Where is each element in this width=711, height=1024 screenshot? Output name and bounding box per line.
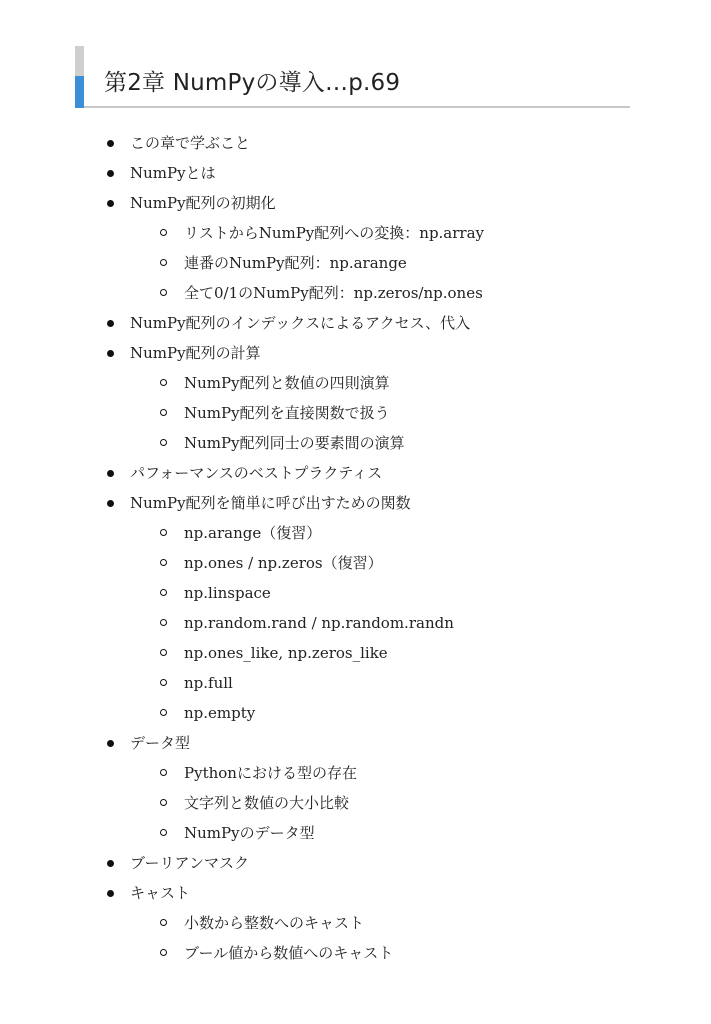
list-item — [0, 728, 711, 758]
list-item-text: 連番のNumPy配列：np.arange — [184, 254, 407, 272]
list-item — [0, 188, 711, 218]
bullet-circle-icon — [160, 829, 167, 836]
list-item — [0, 878, 711, 908]
list-item-text: この章で学ぶこと — [130, 134, 251, 152]
sub-list-item — [0, 758, 711, 788]
bullet-dot-icon — [107, 860, 114, 867]
list-item-text: NumPy配列と数値の四則演算 — [184, 374, 390, 392]
chapter-heading — [75, 46, 630, 108]
list-item-text: np.full — [184, 674, 233, 692]
list-item-text: パフォーマンスのベストプラクティス — [130, 464, 383, 482]
bullet-dot-icon — [107, 140, 114, 147]
list-item-text: ブーリアンマスク — [130, 854, 249, 872]
list-item-text: ブール値から数値へのキャスト — [184, 944, 394, 962]
bullet-circle-icon — [160, 619, 167, 626]
heading-accent-bar — [75, 46, 84, 108]
bullet-circle-icon — [160, 379, 167, 386]
sub-list-item — [0, 518, 711, 548]
list-item-text: NumPy配列同士の要素間の演算 — [184, 434, 405, 452]
list-item-text: 小数から整数へのキャスト — [184, 914, 365, 932]
sub-list-item — [0, 638, 711, 668]
sub-list-item — [0, 908, 711, 938]
list-item-text: Pythonにおける型の存在 — [184, 764, 357, 782]
list-item-text: NumPyとは — [130, 164, 216, 182]
sub-list-item — [0, 578, 711, 608]
bullet-dot-icon — [107, 350, 114, 357]
bullet-circle-icon — [160, 769, 167, 776]
bullet-circle-icon — [160, 649, 167, 656]
sub-list-item — [0, 218, 711, 248]
list-item-text: np.linspace — [184, 584, 271, 602]
list-item-text: np.ones_like, np.zeros_like — [184, 644, 388, 662]
list-item-text: NumPy配列の初期化 — [130, 194, 276, 212]
bullet-circle-icon — [160, 559, 167, 566]
list-item — [0, 338, 711, 368]
list-item — [0, 488, 711, 518]
bullet-dot-icon — [107, 200, 114, 207]
list-item-text: NumPy配列を簡単に呼び出すための関数 — [130, 494, 411, 512]
bullet-dot-icon — [107, 470, 114, 477]
list-item — [0, 158, 711, 188]
bullet-circle-icon — [160, 289, 167, 296]
list-item-text: np.ones / np.zeros（復習） — [184, 554, 383, 572]
list-item — [0, 458, 711, 488]
bullet-circle-icon — [160, 259, 167, 266]
list-item-text: np.random.rand / np.random.randn — [184, 614, 454, 632]
sub-list-item — [0, 368, 711, 398]
bullet-circle-icon — [160, 679, 167, 686]
bullet-dot-icon — [107, 170, 114, 177]
bullet-circle-icon — [160, 409, 167, 416]
list-item-text: キャスト — [130, 884, 191, 902]
sub-list-item — [0, 668, 711, 698]
list-item-text: NumPy配列の計算 — [130, 344, 261, 362]
bullet-circle-icon — [160, 949, 167, 956]
sub-list-item — [0, 788, 711, 818]
list-item-text: NumPyのデータ型 — [184, 824, 315, 842]
bullet-circle-icon — [160, 529, 167, 536]
sub-list-item — [0, 398, 711, 428]
list-item-text: リストからNumPy配列への変換：np.array — [184, 224, 485, 242]
bullet-circle-icon — [160, 799, 167, 806]
bullet-circle-icon — [160, 229, 167, 236]
heading-underline — [84, 106, 630, 108]
list-item — [0, 848, 711, 878]
list-item-text: NumPy配列を直接関数で扱う — [184, 404, 390, 422]
sub-list-item — [0, 938, 711, 968]
list-item-text: np.empty — [184, 704, 256, 722]
bullet-circle-icon — [160, 709, 167, 716]
list-item-text: 全て0/1のNumPy配列：np.zeros/np.ones — [184, 284, 483, 302]
sub-list-item — [0, 698, 711, 728]
list-item-text: np.arange（復習） — [184, 524, 322, 542]
list-item — [0, 128, 711, 158]
bullet-dot-icon — [107, 740, 114, 747]
sub-list-item — [0, 248, 711, 278]
list-item — [0, 308, 711, 338]
bullet-circle-icon — [160, 589, 167, 596]
topic-list — [0, 128, 711, 968]
bullet-circle-icon — [160, 919, 167, 926]
sub-list-item — [0, 608, 711, 638]
bullet-dot-icon — [107, 890, 114, 897]
bullet-dot-icon — [107, 500, 114, 507]
chapter-title: 第2章 NumPyの導入…p.69 — [104, 70, 401, 96]
sub-list-item — [0, 278, 711, 308]
bullet-circle-icon — [160, 439, 167, 446]
list-item-text: 文字列と数値の大小比較 — [184, 794, 350, 812]
bullet-dot-icon — [107, 320, 114, 327]
list-item-text: NumPy配列のインデックスによるアクセス、代入 — [130, 314, 471, 332]
sub-list-item — [0, 818, 711, 848]
list-item-text: データ型 — [130, 734, 191, 752]
sub-list-item — [0, 428, 711, 458]
sub-list-item — [0, 548, 711, 578]
